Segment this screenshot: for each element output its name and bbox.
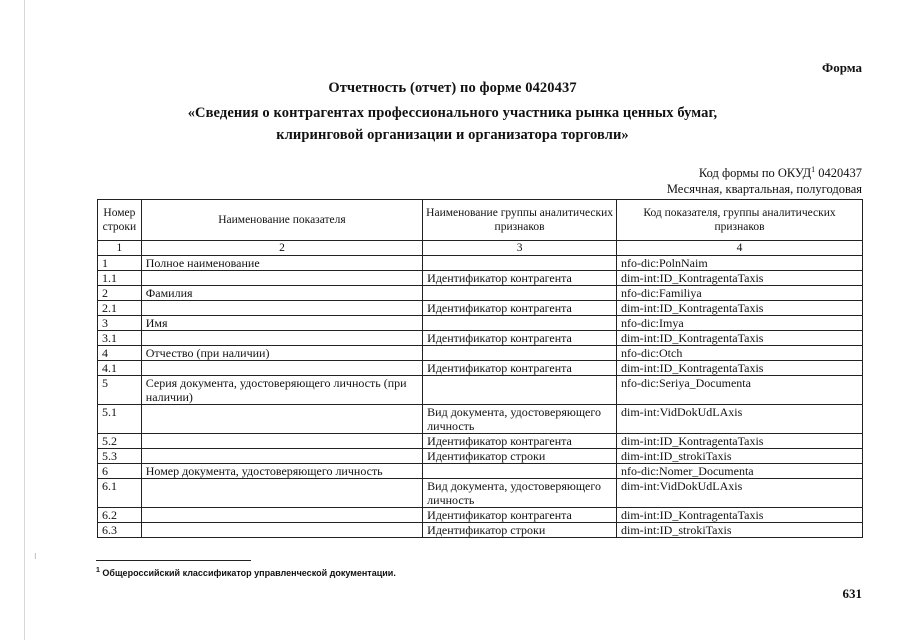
footnote-divider	[96, 560, 251, 561]
cell-num: 1	[98, 256, 142, 271]
cell-group	[423, 256, 617, 271]
cell-name	[141, 508, 422, 523]
cell-code: nfo-dic:Seriya_Documenta	[617, 376, 863, 405]
cell-group: Идентификатор контрагента	[423, 331, 617, 346]
report-subtitle-line1: «Сведения о контрагентах профессионального участника рынка ценных бумаг,	[187, 105, 718, 121]
table-row	[98, 479, 863, 508]
okud-block	[667, 162, 862, 197]
table-row	[98, 316, 863, 331]
column-number: 1	[98, 241, 142, 256]
cell-num: 4.1	[98, 361, 142, 376]
cell-num: 5.2	[98, 434, 142, 449]
column-header-name: Наименование показателя	[141, 200, 422, 241]
cell-num: 2.1	[98, 301, 142, 316]
footnote-marker: 1	[96, 567, 100, 574]
table-row	[98, 464, 863, 479]
cell-code: nfo-dic:Otch	[617, 346, 863, 361]
cell-group: Вид документа, удостоверяющего личность	[423, 479, 617, 508]
report-table	[97, 199, 863, 538]
cell-code: dim-int:ID_KontragentaTaxis	[617, 434, 863, 449]
cell-code: dim-int:ID_KontragentaTaxis	[617, 301, 863, 316]
cell-name	[141, 271, 422, 286]
cell-name: Имя	[141, 316, 422, 331]
footnote	[96, 567, 396, 578]
cell-group	[423, 376, 617, 405]
table-row	[98, 286, 863, 301]
cell-num: 3.1	[98, 331, 142, 346]
cell-group: Идентификатор контрагента	[423, 301, 617, 316]
cell-name	[141, 479, 422, 508]
okud-footnote-ref: 1	[811, 165, 816, 174]
cell-name	[141, 301, 422, 316]
cell-code: dim-int:VidDokUdLAxis	[617, 405, 863, 434]
table-row	[98, 405, 863, 434]
cell-num: 2	[98, 286, 142, 301]
cell-code: dim-int:ID_KontragentaTaxis	[617, 331, 863, 346]
cell-group: Идентификатор контрагента	[423, 361, 617, 376]
table-row	[98, 256, 863, 271]
column-number: 4	[617, 241, 863, 256]
cell-name	[141, 361, 422, 376]
table-row	[98, 301, 863, 316]
cell-name	[141, 449, 422, 464]
table-row	[98, 376, 863, 405]
cell-group: Идентификатор строки	[423, 449, 617, 464]
cell-code: nfo-dic:Imya	[617, 316, 863, 331]
cell-group: Идентификатор строки	[423, 523, 617, 538]
column-header-group: Наименование группы аналитических признаков	[423, 200, 617, 241]
cell-group	[423, 464, 617, 479]
cell-num: 6.2	[98, 508, 142, 523]
cell-name: Отчество (при наличии)	[141, 346, 422, 361]
column-number-row	[98, 241, 863, 256]
cell-name: Полное наименование	[141, 256, 422, 271]
cell-code: dim-int:ID_KontragentaTaxis	[617, 508, 863, 523]
cell-num: 1.1	[98, 271, 142, 286]
cell-num: 3	[98, 316, 142, 331]
table-row	[98, 523, 863, 538]
margin-mark: ⁝	[34, 552, 38, 561]
cell-code: nfo-dic:Nomer_Documenta	[617, 464, 863, 479]
cell-code: dim-int:VidDokUdLAxis	[617, 479, 863, 508]
page-number: 631	[842, 586, 862, 601]
cell-name	[141, 405, 422, 434]
table-row	[98, 361, 863, 376]
table-header-row	[98, 200, 863, 241]
column-header-number: Номер строки	[98, 200, 142, 241]
footnote-text: Общероссийский классификатор управленческой документации.	[99, 568, 396, 578]
okud-code: 0420437	[815, 166, 862, 180]
okud-prefix: Код формы по ОКУД	[698, 166, 812, 180]
table-row	[98, 449, 863, 464]
cell-group: Вид документа, удостоверяющего личность	[423, 405, 617, 434]
cell-code: dim-int:ID_KontragentaTaxis	[617, 271, 863, 286]
cell-group	[423, 316, 617, 331]
column-number: 2	[141, 241, 422, 256]
cell-group: Идентификатор контрагента	[423, 271, 617, 286]
okud-code-line	[667, 162, 862, 181]
cell-group: Идентификатор контрагента	[423, 508, 617, 523]
cell-name: Фамилия	[141, 286, 422, 301]
cell-code: dim-int:ID_strokiTaxis	[617, 449, 863, 464]
table-row	[98, 271, 863, 286]
cell-num: 6.3	[98, 523, 142, 538]
table-row	[98, 508, 863, 523]
cell-code: dim-int:ID_strokiTaxis	[617, 523, 863, 538]
cell-name	[141, 331, 422, 346]
cell-num: 6.1	[98, 479, 142, 508]
cell-group	[423, 286, 617, 301]
report-title: Отчетность (отчет) по форме 0420437	[328, 80, 577, 96]
cell-code: nfo-dic:PolnNaim	[617, 256, 863, 271]
cell-code: nfo-dic:Familiya	[617, 286, 863, 301]
periodicity: Месячная, квартальная, полугодовая	[666, 182, 862, 196]
cell-name	[141, 523, 422, 538]
cell-num: 5.3	[98, 449, 142, 464]
cell-name: Серия документа, удостоверяющего личность (при наличии)	[141, 376, 422, 405]
cell-num: 6	[98, 464, 142, 479]
form-label: Форма	[822, 60, 862, 75]
table-row	[98, 346, 863, 361]
table-row	[98, 331, 863, 346]
cell-group: Идентификатор контрагента	[423, 434, 617, 449]
report-subtitle-line2: клиринговой организации и организатора торговли»	[276, 127, 629, 143]
cell-name	[141, 434, 422, 449]
column-header-code: Код показателя, группы аналитических признаков	[617, 200, 863, 241]
table-row	[98, 434, 863, 449]
cell-group	[423, 346, 617, 361]
cell-num: 5	[98, 376, 142, 405]
cell-code: dim-int:ID_KontragentaTaxis	[617, 361, 863, 376]
cell-num: 4	[98, 346, 142, 361]
cell-name: Номер документа, удостоверяющего личность	[141, 464, 422, 479]
cell-num: 5.1	[98, 405, 142, 434]
column-number: 3	[423, 241, 617, 256]
